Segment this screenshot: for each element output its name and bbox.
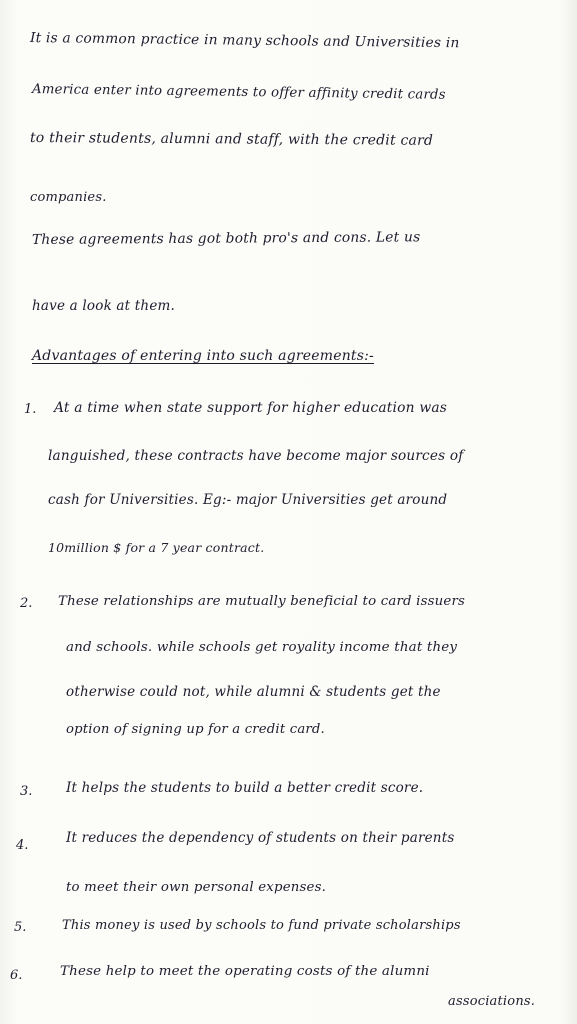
text-line: At a time when state support for higher education was [54,400,448,416]
text-line: It is a common practice in many schools and Universities in [29,30,460,52]
list-number: 3. [20,784,33,799]
text-line: option of signing up for a credit card. [66,722,325,737]
text-line: companies. [30,190,107,205]
text-line: have a look at them. [32,298,176,314]
list-number: 4. [16,838,29,853]
text-line: These agreements has got both pro's and cons. Let us [31,229,421,248]
text-line: languished, these contracts have become major sources of [48,448,464,464]
text-line: cash for Universities. Eg:- major Universities get around [48,492,448,508]
text-line: These relationships are mutually beneficial to card issuers [58,594,466,609]
text-line: 10million $ for a 7 year contract. [48,540,265,555]
text-line: This money is used by schools to fund private scholarships [62,918,461,933]
list-number: 2. [20,596,33,611]
text-line: and schools. while schools get royality income that they [66,640,458,655]
text-line: to meet their own personal expenses. [66,880,327,895]
section-heading: Advantages of entering into such agreements:- [32,348,374,364]
list-number: 1. [24,402,37,417]
text-line: America enter into agreements to offer affinity credit cards [31,82,446,103]
text-line: otherwise could not, while alumni & students get the [66,684,441,700]
list-number: 5. [14,920,27,935]
text-line: These help to meet the operating costs of the alumni [60,964,430,979]
text-line: associations. [448,994,536,1009]
text-line: to their students, alumni and staff, with the credit card [29,130,434,149]
list-number: 6. [10,968,23,983]
text-line: It helps the students to build a better credit score. [66,780,424,796]
text-line: It reduces the dependency of students on their parents [66,830,455,846]
